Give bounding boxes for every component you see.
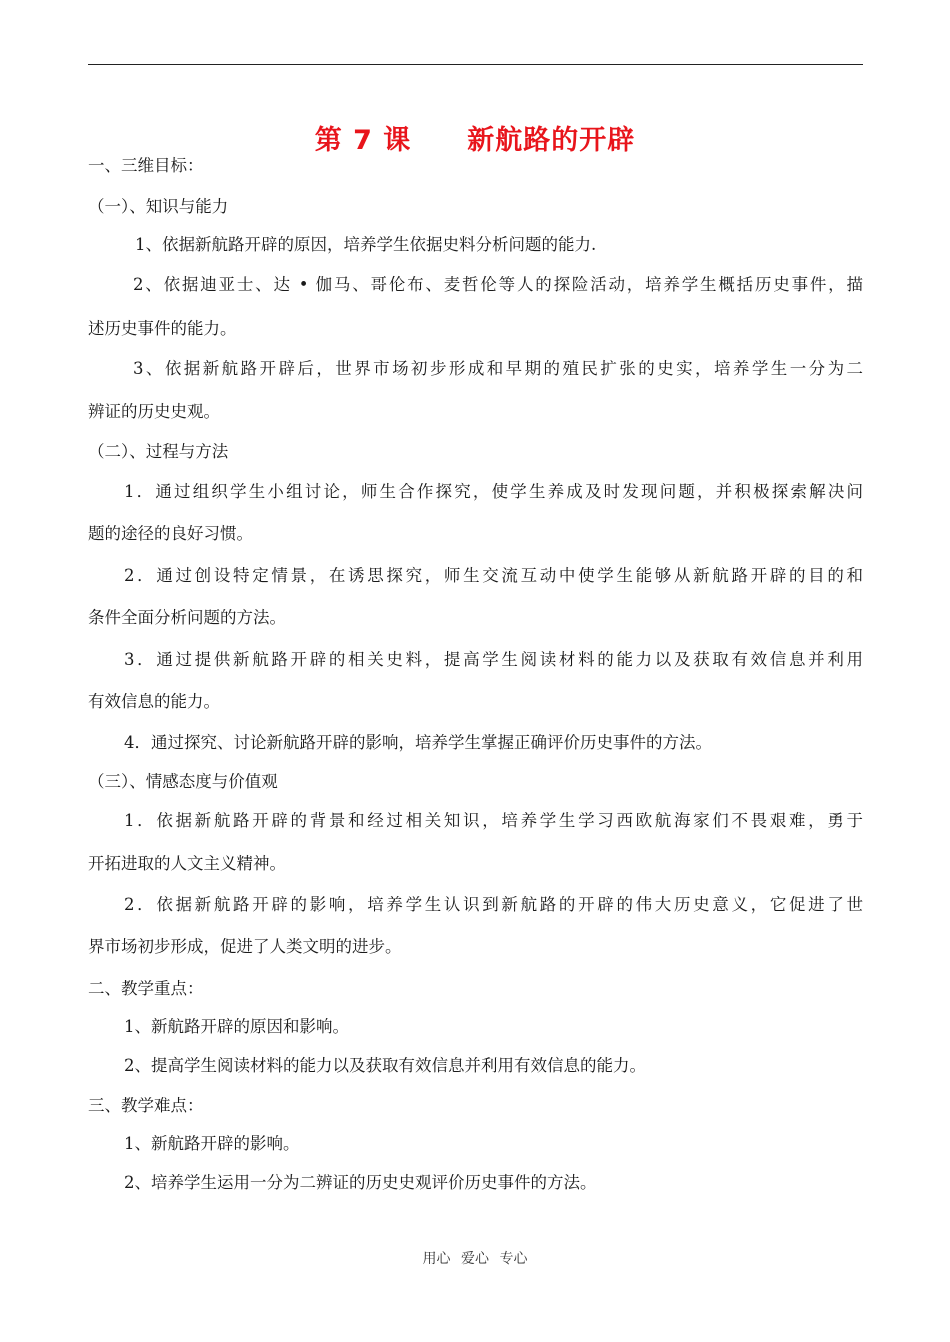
key-point-2: 2、提高学生阅读材料的能力以及获取有效信息并利用有效信息的能力。 xyxy=(124,1056,646,1075)
title-lesson: 第 7 课 xyxy=(314,125,412,156)
paragraph-1c-2-line1: 2．依据新航路开辟的影响，培养学生认识到新航路的开辟的伟大历史意义，它促进了世 xyxy=(124,895,863,914)
paragraph-1c-1-line2: 开拓进取的人文主义精神。 xyxy=(88,854,286,873)
paragraph-1a-3-line2: 辨证的历史史观。 xyxy=(88,402,220,421)
subsection-heading-1a: （一）、知识与能力 xyxy=(88,197,229,216)
subsection-heading-1b: （二）、过程与方法 xyxy=(88,442,229,461)
paragraph-1b-2-line1: 2．通过创设特定情景，在诱思探究，师生交流互动中使学生能够从新航路开辟的目的和 xyxy=(124,566,863,585)
paragraph-1a-2-line2: 述历史事件的能力。 xyxy=(88,319,237,338)
paragraph-1a-2-line1: 2、依据迪亚士、达 • 伽马、哥伦布、麦哲伦等人的探险活动，培养学生概括历史事件，描 xyxy=(133,275,863,294)
paragraph-1a-3-line1: 3、依据新航路开辟后，世界市场初步形成和早期的殖民扩张的史实，培养学生一分为二 xyxy=(133,359,863,378)
paragraph-1b-3-line2: 有效信息的能力。 xyxy=(88,692,220,711)
page-title xyxy=(0,118,950,157)
subsection-heading-1c: （三）、情感态度与价值观 xyxy=(88,772,278,791)
difficulty-1: 1、新航路开辟的影响。 xyxy=(124,1134,300,1153)
key-point-1: 1、新航路开辟的原因和影响。 xyxy=(124,1017,349,1036)
section-heading-2: 二、教学重点： xyxy=(88,979,204,998)
paragraph-1b-4: 4．通过探究、讨论新航路开辟的影响，培养学生掌握正确评价历史事件的方法。 xyxy=(124,733,712,752)
paragraph-1b-1-line2: 题的途径的良好习惯。 xyxy=(88,524,253,543)
paragraph-1b-1-line1: 1．通过组织学生小组讨论，师生合作探究，使学生养成及时发现问题，并积极探索解决问 xyxy=(124,482,863,501)
paragraph-1c-1-line1: 1．依据新航路开辟的背景和经过相关知识，培养学生学习西欧航海家们不畏艰难，勇于 xyxy=(124,811,863,830)
header-rule xyxy=(88,64,863,65)
paragraph-1b-3-line1: 3．通过提供新航路开辟的相关史料，提高学生阅读材料的能力以及获取有效信息并利用 xyxy=(124,650,863,669)
paragraph-1a-1: 1、依据新航路开辟的原因，培养学生依据史料分析问题的能力. xyxy=(135,235,597,254)
paragraph-1b-2-line2: 条件全面分析问题的方法。 xyxy=(88,608,286,627)
paragraph-1c-2-line2: 界市场初步形成，促进了人类文明的进步。 xyxy=(88,937,402,956)
section-heading-1: 一、三维目标： xyxy=(88,156,204,175)
page-footer: 用心 爱心 专心 xyxy=(422,1251,528,1267)
title-name: 新航路的开辟 xyxy=(467,125,636,156)
section-heading-3: 三、教学难点： xyxy=(88,1096,204,1115)
difficulty-2: 2、培养学生运用一分为二辨证的历史史观评价历史事件的方法。 xyxy=(124,1173,597,1192)
